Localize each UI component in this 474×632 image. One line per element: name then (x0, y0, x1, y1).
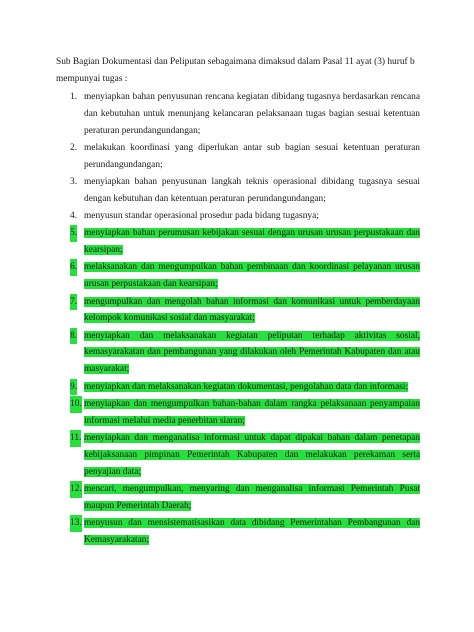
task-item-3 (70, 174, 420, 208)
task-number: 4. (70, 211, 78, 222)
intro-line-1: Sub Bagian Dokumentasi dan Peliputan sebagaimana dimaksud dalam Pasal 11 ayat (3) huruf b (56, 57, 415, 67)
task-item-10 (70, 396, 420, 430)
task-text: mencari, mengumpulkan, menyaring dan menganalisa informasi Pemerintah Pusat maupun Pemerintah Daerah; (84, 483, 420, 511)
task-number: 5. (70, 225, 77, 242)
task-text: menyiapkan dan mengumpulkan bahan-bahan dalam rangka pelaksanaan penyampaian informasi melalui media penerbitan siaran; (84, 398, 420, 426)
intro-paragraph (56, 54, 420, 88)
task-item-5 (70, 225, 420, 259)
task-item-1 (70, 89, 420, 139)
task-text: menyiapkan dan melaksanakan kegiatan peliputan terhadap aktivitas sosial, kemasyarakatan dan pembangunan yang dilakukan oleh Pemerintah Kabupaten dan atau masyarakat; (84, 330, 420, 375)
task-text: menyiapkan dan menganalisa informasi untuk dapat dipakai bahan dalam penetapan kebijaksanaan pimpinan Pemerintah Kabupaten dan melakukan perekaman serta penyajian data; (84, 432, 420, 477)
intro-line-2: mempunyai tugas : (56, 74, 128, 84)
task-number: 3. (70, 176, 78, 187)
task-item-8 (70, 328, 420, 378)
task-text: menyiapkan bahan penyusunan langkah teknis operasional dibidang tugasnya sesuai dengan kebutuhan dan ketentuan peraturan perundangundangan; (84, 176, 420, 204)
task-item-11 (70, 430, 420, 480)
task-number: 9. (70, 379, 77, 396)
task-number: 2. (70, 142, 78, 153)
task-item-7 (70, 294, 420, 328)
task-text: menyiapkan bahan penyusunan rencana kegiatan dibidang tugasnya berdasarkan rencana dan kebutuhan untuk menunjang kelancaran pelaksanaan tugas bagian sesuai ketentuan peraturan perundangundangan; (84, 92, 420, 136)
task-number: 6. (70, 259, 77, 276)
task-item-9 (70, 379, 420, 396)
task-item-12 (70, 481, 420, 515)
task-item-13 (70, 515, 420, 549)
task-text: menyusun dan mensistematisasikan data dibidang Pemerintahan Pembangunan dan Kemasyarakatan; (84, 517, 420, 545)
task-number: 1. (70, 92, 78, 102)
task-number: 13. (70, 515, 82, 532)
task-text: menyiapkan bahan perumusan kebijakan sesuai dengan urusan urusan perpustakaan dan kearsipan; (84, 228, 420, 256)
task-item-2 (70, 140, 420, 174)
task-number: 10. (70, 396, 82, 413)
task-text: menyusun standar operasional prosedur pada bidang tugasnya; (84, 211, 319, 222)
task-item-4 (70, 208, 420, 225)
task-item-6 (70, 259, 420, 293)
task-list (70, 89, 420, 549)
task-number: 8. (70, 328, 77, 345)
task-number: 11. (70, 430, 81, 447)
task-number: 7. (70, 294, 77, 311)
task-text: melaksanakan dan mengumpulkan bahan pembinaan dan koordinasi pelayanan urusan urusan perpustakaan dan kearsipan; (84, 262, 420, 290)
task-text: mengumpulkan dan mengolah bahan informasi dan komunikasi untuk pemberdayaan kelompok komunikasi sosial dan masyarakat; (84, 296, 420, 324)
task-text: menyiapkan dan melaksanakan kegiatan dokumentasi, pengolahan data dan informasi; (84, 381, 409, 392)
task-text: melakukan koordinasi yang diperlukan antar sub bagian sesuai ketentuan peraturan perundangundangan; (84, 142, 420, 170)
task-number: 12. (70, 481, 82, 498)
